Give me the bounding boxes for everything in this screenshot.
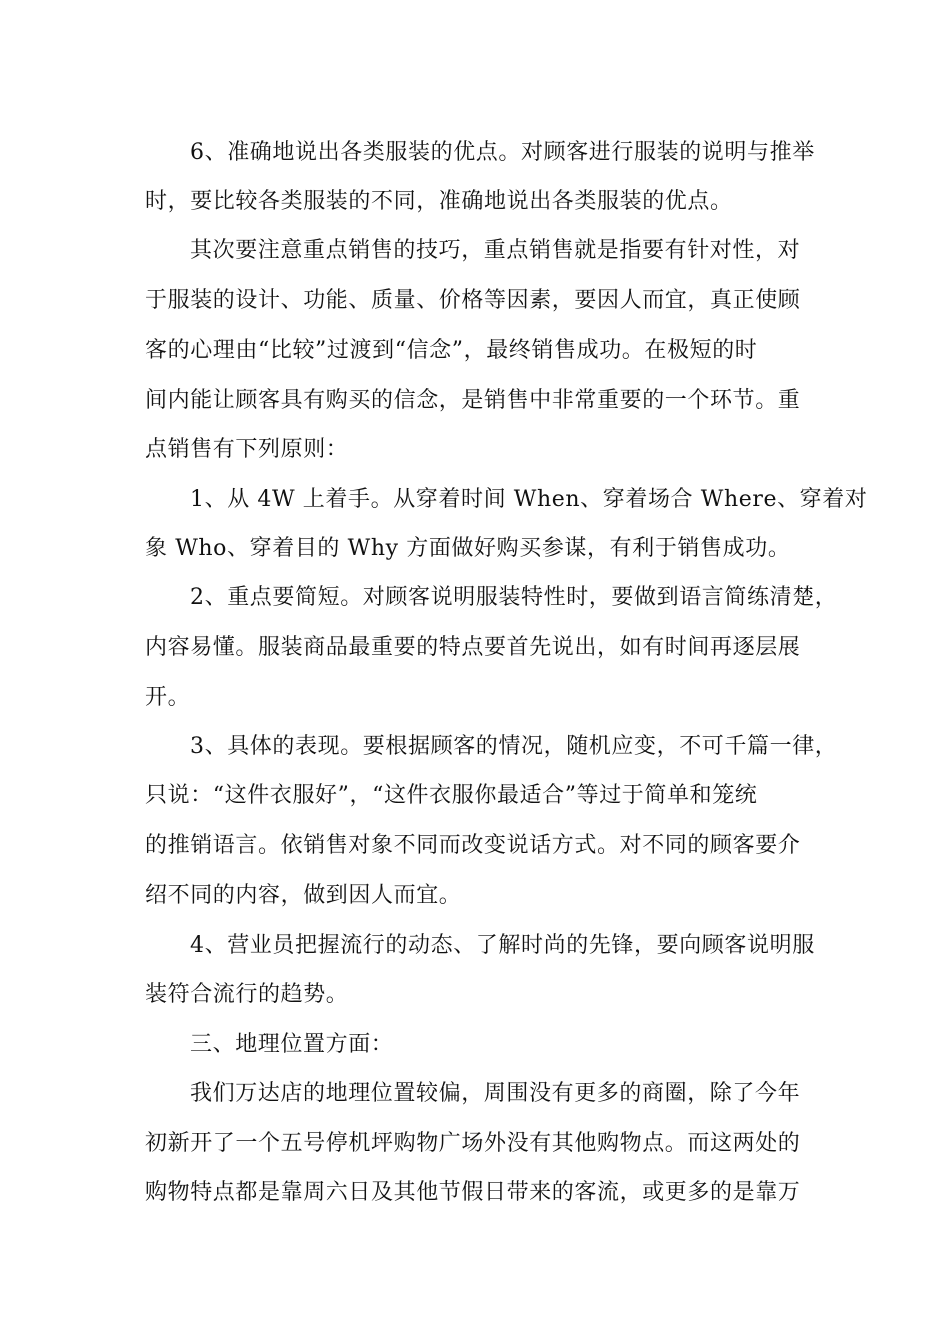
text-line: 只说：“这件衣服好”，“这件衣服你最适合”等过于简单和笼统: [145, 783, 758, 808]
section-heading: 三、地理位置方面：: [190, 1032, 394, 1057]
text-line: 时，要比较各类服装的不同，准确地说出各类服装的优点。: [145, 189, 733, 214]
text-line: 购物特点都是靠周六日及其他节假日带来的客流，或更多的是靠万: [145, 1180, 801, 1205]
text-line: 装符合流行的趋势。: [145, 982, 349, 1007]
text-line: 初新开了一个五号停机坪购物广场外没有其他购物点。而这两处的: [145, 1131, 801, 1156]
text-line: 象 Who、穿着目的 Why 方面做好购买参谋，有利于销售成功。: [145, 536, 791, 561]
text-line: 3、具体的表现。要根据顾客的情况，随机应变，不可千篇一律，: [190, 734, 838, 759]
text-line: 内容易懂。服装商品最重要的特点要首先说出，如有时间再逐层展: [145, 635, 801, 660]
text-line: 的推销语言。依销售对象不同而改变说话方式。对不同的顾客要介: [145, 833, 801, 858]
text-line: 其次要注意重点销售的技巧，重点销售就是指要有针对性，对: [190, 238, 801, 263]
text-line: 6、准确地说出各类服装的优点。对顾客进行服装的说明与推举: [190, 140, 815, 165]
text-line: 间内能让顾客具有购买的信念，是销售中非常重要的一个环节。重: [145, 388, 801, 413]
text-line: 于服装的设计、功能、质量、价格等因素，要因人而宜，真正使顾: [145, 288, 801, 313]
text-line: 点销售有下列原则：: [145, 437, 349, 462]
text-line: 开。: [145, 685, 191, 710]
text-line: 4、营业员把握流行的动态、了解时尚的先锋，要向顾客说明服: [190, 933, 815, 958]
text-line: 客的心理由“比较”过渡到“信念”，最终销售成功。在极短的时: [145, 338, 758, 363]
text-line: 我们万达店的地理位置较偏，周围没有更多的商圈，除了今年: [190, 1081, 801, 1106]
text-line: 1、从 4W 上着手。从穿着时间 When、穿着场合 Where、穿着对: [190, 487, 868, 512]
text-line: 2、重点要简短。对顾客说明服装特性时，要做到语言简练清楚，: [190, 585, 838, 610]
text-line: 绍不同的内容，做到因人而宜。: [145, 883, 462, 908]
